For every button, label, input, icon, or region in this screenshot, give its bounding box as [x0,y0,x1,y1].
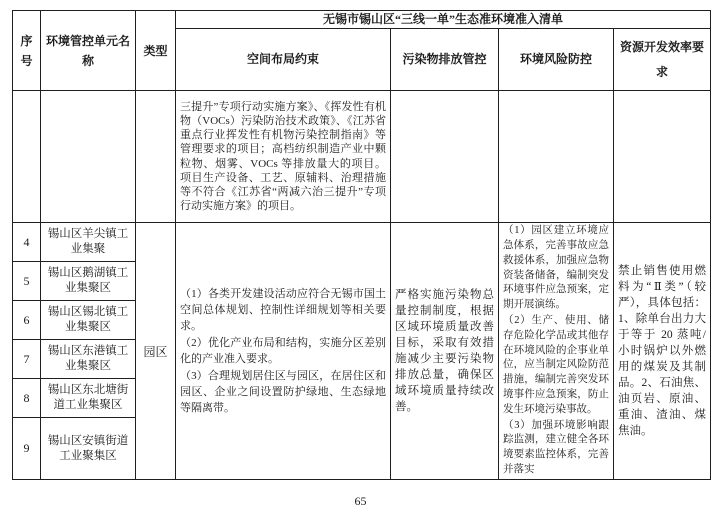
row-serial: 5 [13,262,41,301]
header-risk: 环境风险防控 [499,29,614,91]
row-unit-name: 锡山区东北塘街道工业集聚区 [41,379,136,418]
risk-paragraph: （2）生产、使用、储存危险化学品或其他存在环境风险的企事业单位，应当制定风险防范措施，编制完善突发环境事件应急预案，防止发生环境污染事故。 [503,315,609,415]
eco-access-list-table [12,10,711,480]
row-serial: 9 [13,418,41,480]
row-serial: 6 [13,301,41,340]
header-spatial: 空间布局约束 [176,29,391,91]
row-serial: 8 [13,379,41,418]
row-unit-name: 锡山区羊尖镇工业集聚 [41,223,136,262]
table-row [13,223,711,262]
row-serial: 7 [13,340,41,379]
merged-risk-cell [499,223,614,480]
continuation-spatial-cell: 三提升”专项行动实施方案》、《挥发性有机物（VOCs）污染防治技术政策》、《江苏省重点行业挥发性有机物污染控制指南》等管理要求的项目；高档纺织制造产业中颗粒物、烟雾、VOCs 等排放量大的项目。项目生产设备、工艺、原辅料、治理措施等不符合《江苏省“两减六治三提升”专项行动实施方案》的项目。 [176,91,391,223]
spatial-paragraph: （2）优化产业布局和结构，实施分区差别化的产业准入要求。 [180,337,386,365]
header-serial: 序号 [13,11,41,91]
header-banner-row [13,11,711,29]
row-unit-name: 锡山区东港镇工业集聚区 [41,340,136,379]
continuation-type-cell [136,91,176,223]
header-unit-name: 环境管控单元名称 [41,11,136,91]
row-unit-name: 锡山区锡北镇工业集聚区 [41,301,136,340]
header-pollution: 污染物排放管控 [391,29,499,91]
continuation-resource-cell [614,91,711,223]
risk-paragraph: （1）园区建立环境应急体系，完善事故应急救援体系，加强应急物资装备储备，编制突发环境事件应急预案，定期开展演练。 [503,225,609,311]
merged-pollution-cell: 严格实施污染物总量控制制度，根据区域环境质量改善目标，采取有效措施减少主要污染物排放总量，确保区域环境质量持续改善。 [391,223,499,480]
header-banner-title: 无锡市锡山区“三线一单”生态准环境准入清单 [176,11,711,29]
merged-type-cell: 园区 [136,223,176,480]
continuation-row [13,91,711,223]
row-serial: 4 [13,223,41,262]
header-type: 类型 [136,11,176,91]
continuation-pollution-cell [391,91,499,223]
continuation-serial-cell [13,91,41,223]
continuation-risk-cell [499,91,614,223]
spatial-paragraph: （3）合理规划居住区与园区，在居住区和园区、企业之间设置防护绿地、生态绿地等隔离带。 [180,370,386,414]
risk-paragraph: （3）加强环境影响跟踪监测，建立健全各环境要素监控体系，完善并落实 [503,419,609,475]
row-unit-name: 锡山区安镇街道工业聚集区 [41,418,136,480]
merged-resource-cell: 禁止销售使用燃料为“Ⅱ类”（较严），具体包括：1、除单台出力大于等于 20 蒸吨/小时锅炉以外燃用的煤炭及其制品。2、石油焦、油页岩、原油、重油、渣油、煤焦油。 [614,223,711,480]
continuation-name-cell [41,91,136,223]
merged-spatial-cell [176,223,391,480]
header-resource: 资源开发效率要求 [614,29,711,91]
row-unit-name: 锡山区鹅湖镇工业集聚区 [41,262,136,301]
page-number: 65 [354,494,367,508]
spatial-paragraph: （1）各类开发建设活动应符合无锡市国土空间总体规划、控制性详细规划等相关要求。 [180,288,386,332]
